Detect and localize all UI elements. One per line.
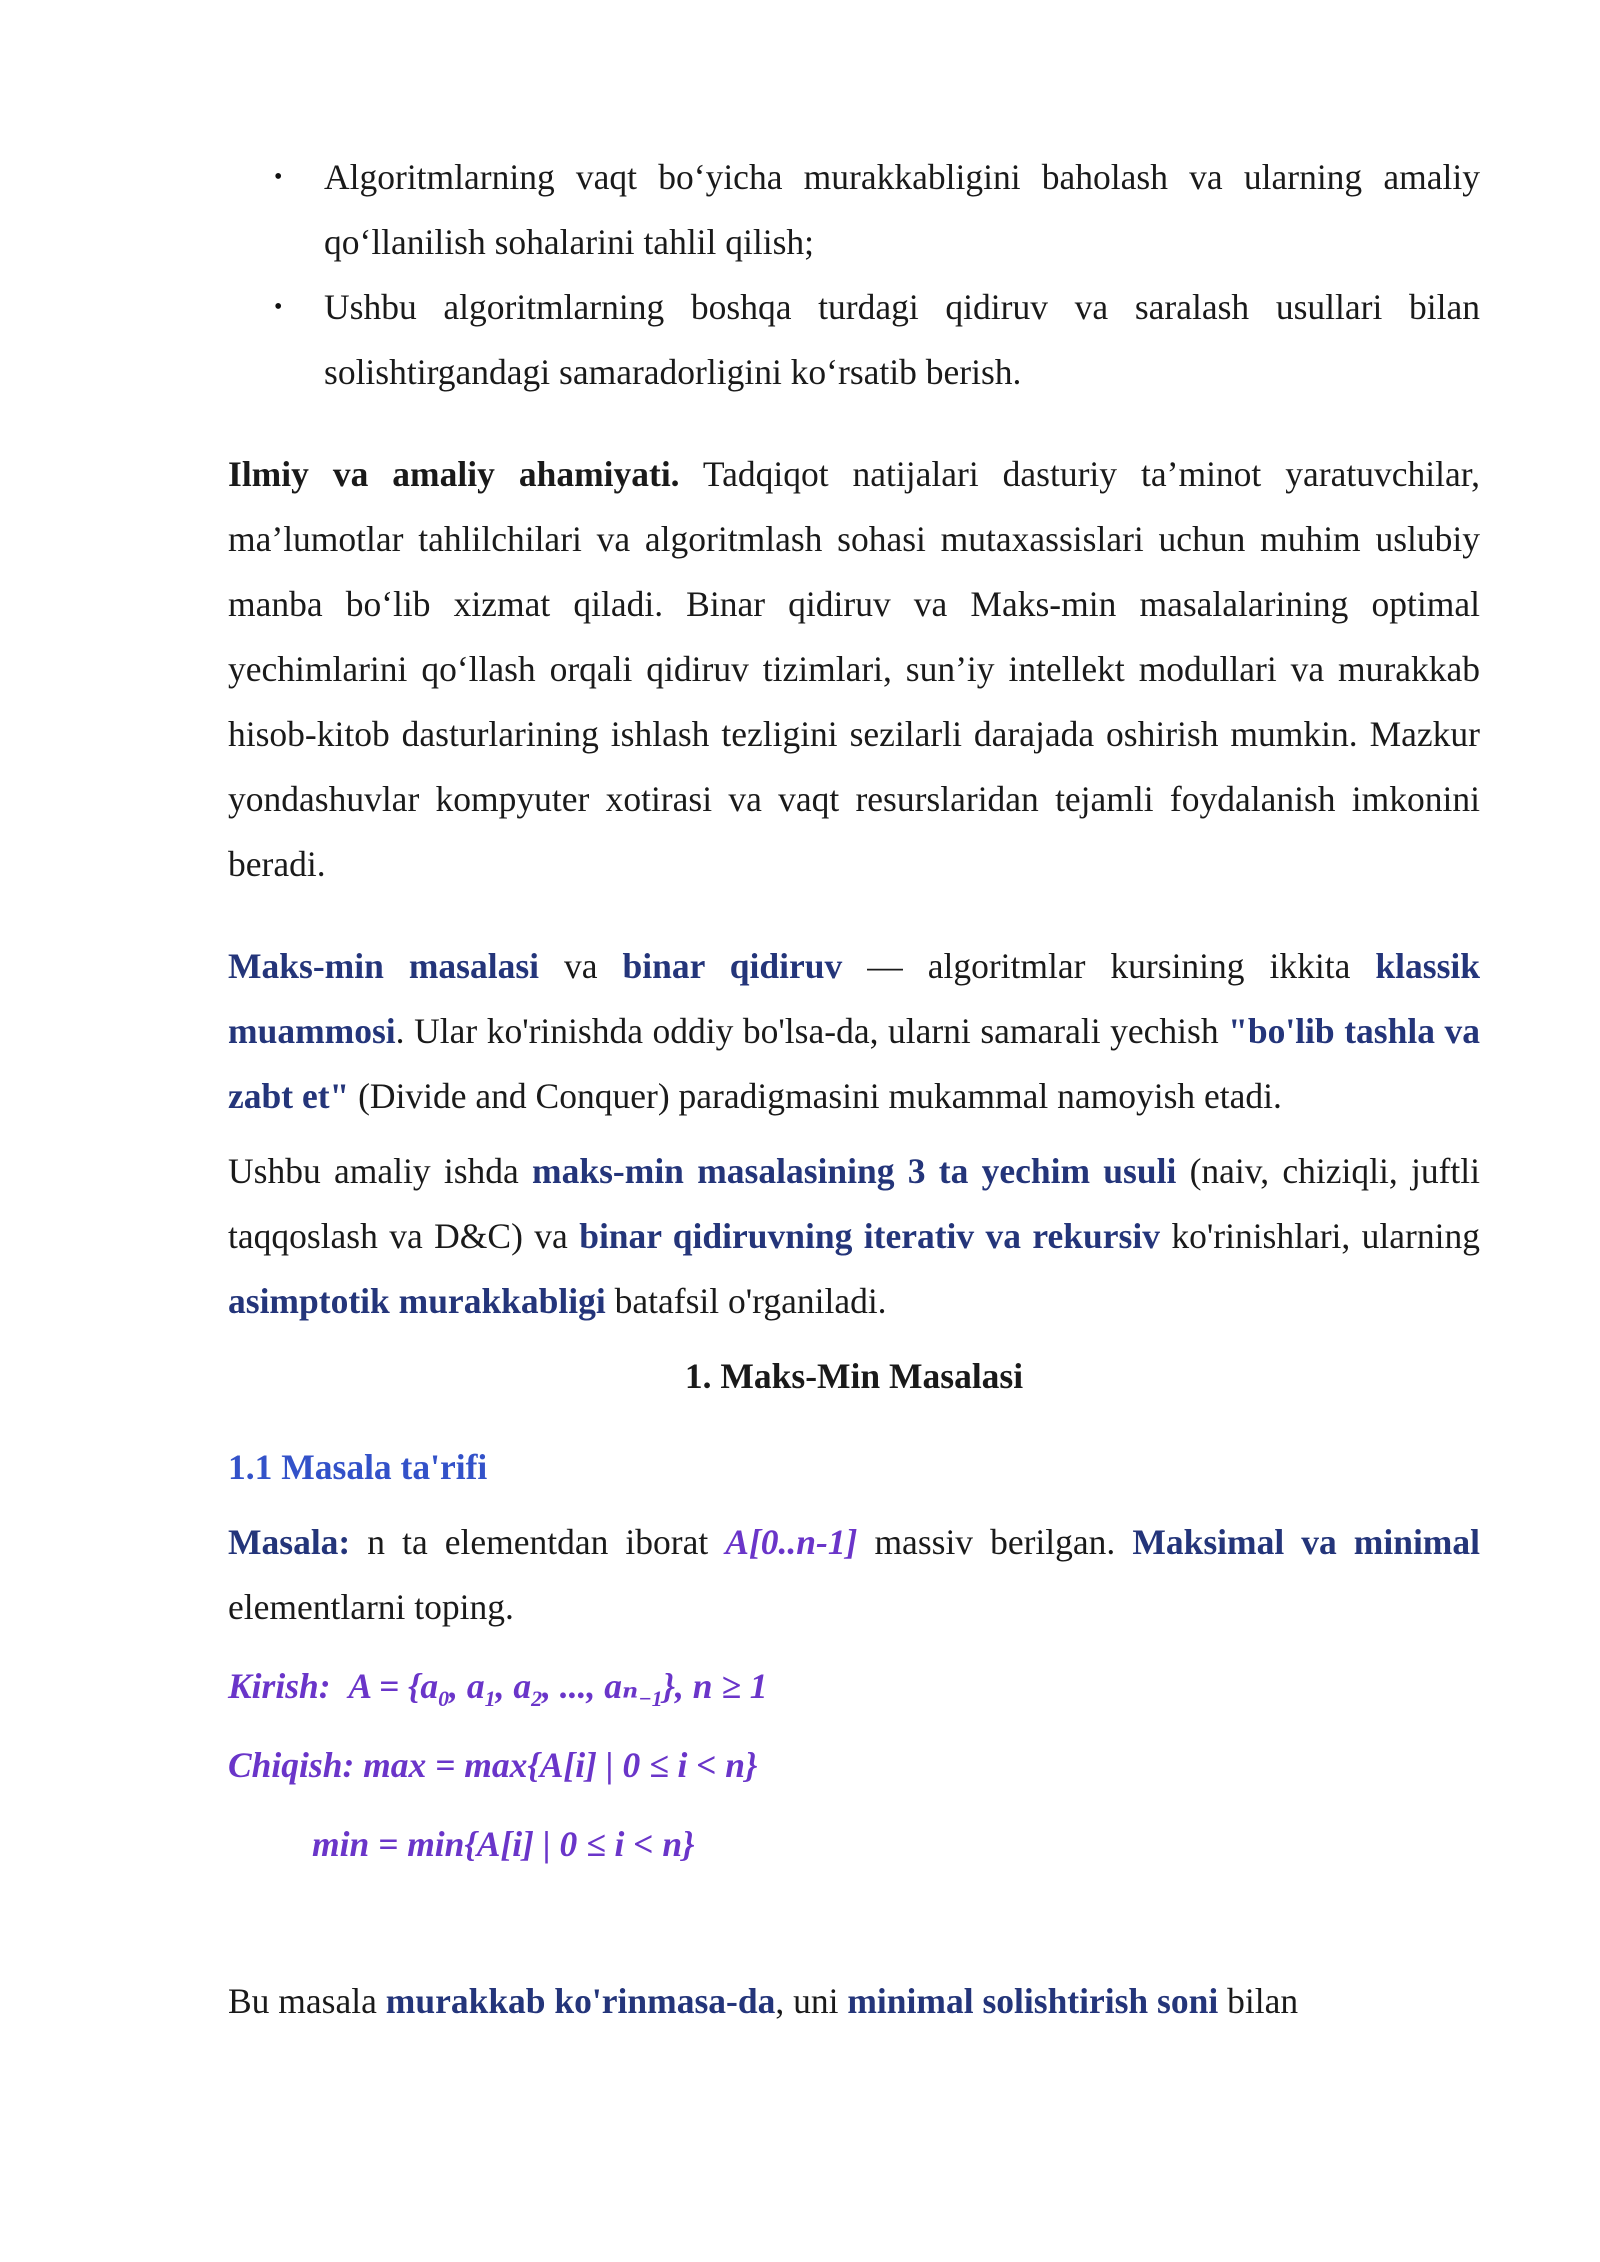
math-text: , a [495,1666,532,1706]
math-text: , ..., aₙ [542,1666,639,1706]
page-content [228,145,1480,2034]
problem-text: n ta elementdan iborat [350,1522,726,1562]
emphasis-asymptotic-complexity: asimptotik murakkabligi [228,1281,606,1321]
intro-text: . Ular ko'rinishda oddiy bo'lsa-da, ularni samarali yechish [395,1011,1229,1051]
subscript: 2 [531,1686,543,1712]
problem-text: massiv berilgan. [857,1522,1133,1562]
objectives-list [228,145,1480,405]
emphasis-solution-methods: maks-min masalasining 3 ta yechim usuli [532,1151,1177,1191]
bullet-icon: • [274,294,283,320]
problem-text: elementlarni toping. [228,1587,514,1627]
closing-text: Bu masala [228,1981,386,2021]
subscript: 0 [438,1686,450,1712]
problem-paragraph [228,1510,1480,1640]
output-max-definition: Chiqish: max = max{A[i] | 0 ≤ i < n} [228,1745,758,1785]
scope-text: ko'rinishlari, ularning [1159,1216,1480,1256]
closing-paragraph [228,1969,1480,2034]
emphasis-binary-search-forms: binar qidiruvning iterativ va rekursiv [579,1216,1160,1256]
list-item [228,145,1480,275]
list-item-text: Algoritmlarning vaqt bo‘yicha murakkabligini baholash va ularning amaliy qo‘llanilish sohalarini tahlil qilish; [324,157,1480,262]
section-heading: 1. Maks-Min Masalasi [684,1356,1024,1396]
closing-text: , uni [775,1981,848,2021]
list-item [228,275,1480,405]
input-definition [228,1654,1480,1719]
array-notation: A[0..n-1] [725,1522,858,1562]
emphasis-max-min: Maksimal va minimal [1132,1522,1480,1562]
list-item-text: Ushbu algoritmlarning boshqa turdagi qidiruv va saralash usullari bilan solishtirgandagi samaradorligini ko‘rsatib berish. [324,287,1480,392]
emphasis-maks-min: Maks-min masalasi [228,946,539,986]
emphasis-murakkab: murakkab ko'rinmasa-da [385,1981,776,2021]
significance-paragraph [228,442,1480,897]
output-min-definition: min = min{A[i] | 0 ≤ i < n} [312,1824,695,1864]
emphasis-minimal-comparisons: minimal solishtirish soni [847,1981,1219,2021]
intro-text: (Divide and Conquer) paradigmasini mukammal namoyish etadi. [349,1076,1282,1116]
emphasis-klassik-muammosi: klassik muammosi [228,946,1480,1051]
significance-body: Tadqiqot natijalari dasturiy ta’minot yaratuvchilar, ma’lumotlar tahlilchilari va algoritmlash sohasi mutaxassislari uchun muhim uslubiy manba bo‘lib xizmat qiladi. Binar qidiruv va Maks-min masalalarining optimal yechimlarini qo‘llash orqali qidiruv tizimlari, sun’iy intellekt modullari va murakkab hisob-kitob dasturlarining ishlash tezligini sezilarli darajada oshirish mumkin. Mazkur yondashuvlar kompyuter xotirasi va vaqt resurslaridan tejamli foydalanish imkonini beradi. [228,454,1480,884]
intro-paragraph [228,934,1480,1129]
intro-text: — algoritmlar kursining ikkita [842,946,1376,986]
subsection-heading: 1.1 Masala ta'rifi [228,1447,488,1487]
significance-lead: Ilmiy va amaliy ahamiyati. [228,454,680,494]
scope-text: Ushbu amaliy ishda [228,1151,533,1191]
scope-text: (naiv, chiziqli, juftli taqqoslash va D&C) va [228,1151,1480,1256]
input-label: Kirish: [228,1666,331,1706]
scope-paragraph [228,1139,1480,1334]
math-text: }, n ≥ 1 [662,1666,768,1706]
math-text: A = {a [348,1666,439,1706]
bullet-icon: • [274,164,283,190]
closing-text: bilan [1218,1981,1299,2021]
emphasis-divide-conquer: "bo'lib tashla va zabt et" [228,1011,1480,1116]
math-text: , a [449,1666,485,1706]
subscript: −1 [638,1686,663,1712]
emphasis-binar-qidiruv: binar qidiruv [622,946,843,986]
subscript: 1 [484,1686,496,1712]
scope-text: batafsil o'rganiladi. [605,1281,887,1321]
intro-text: va [539,946,623,986]
problem-label: Masala: [228,1522,351,1562]
